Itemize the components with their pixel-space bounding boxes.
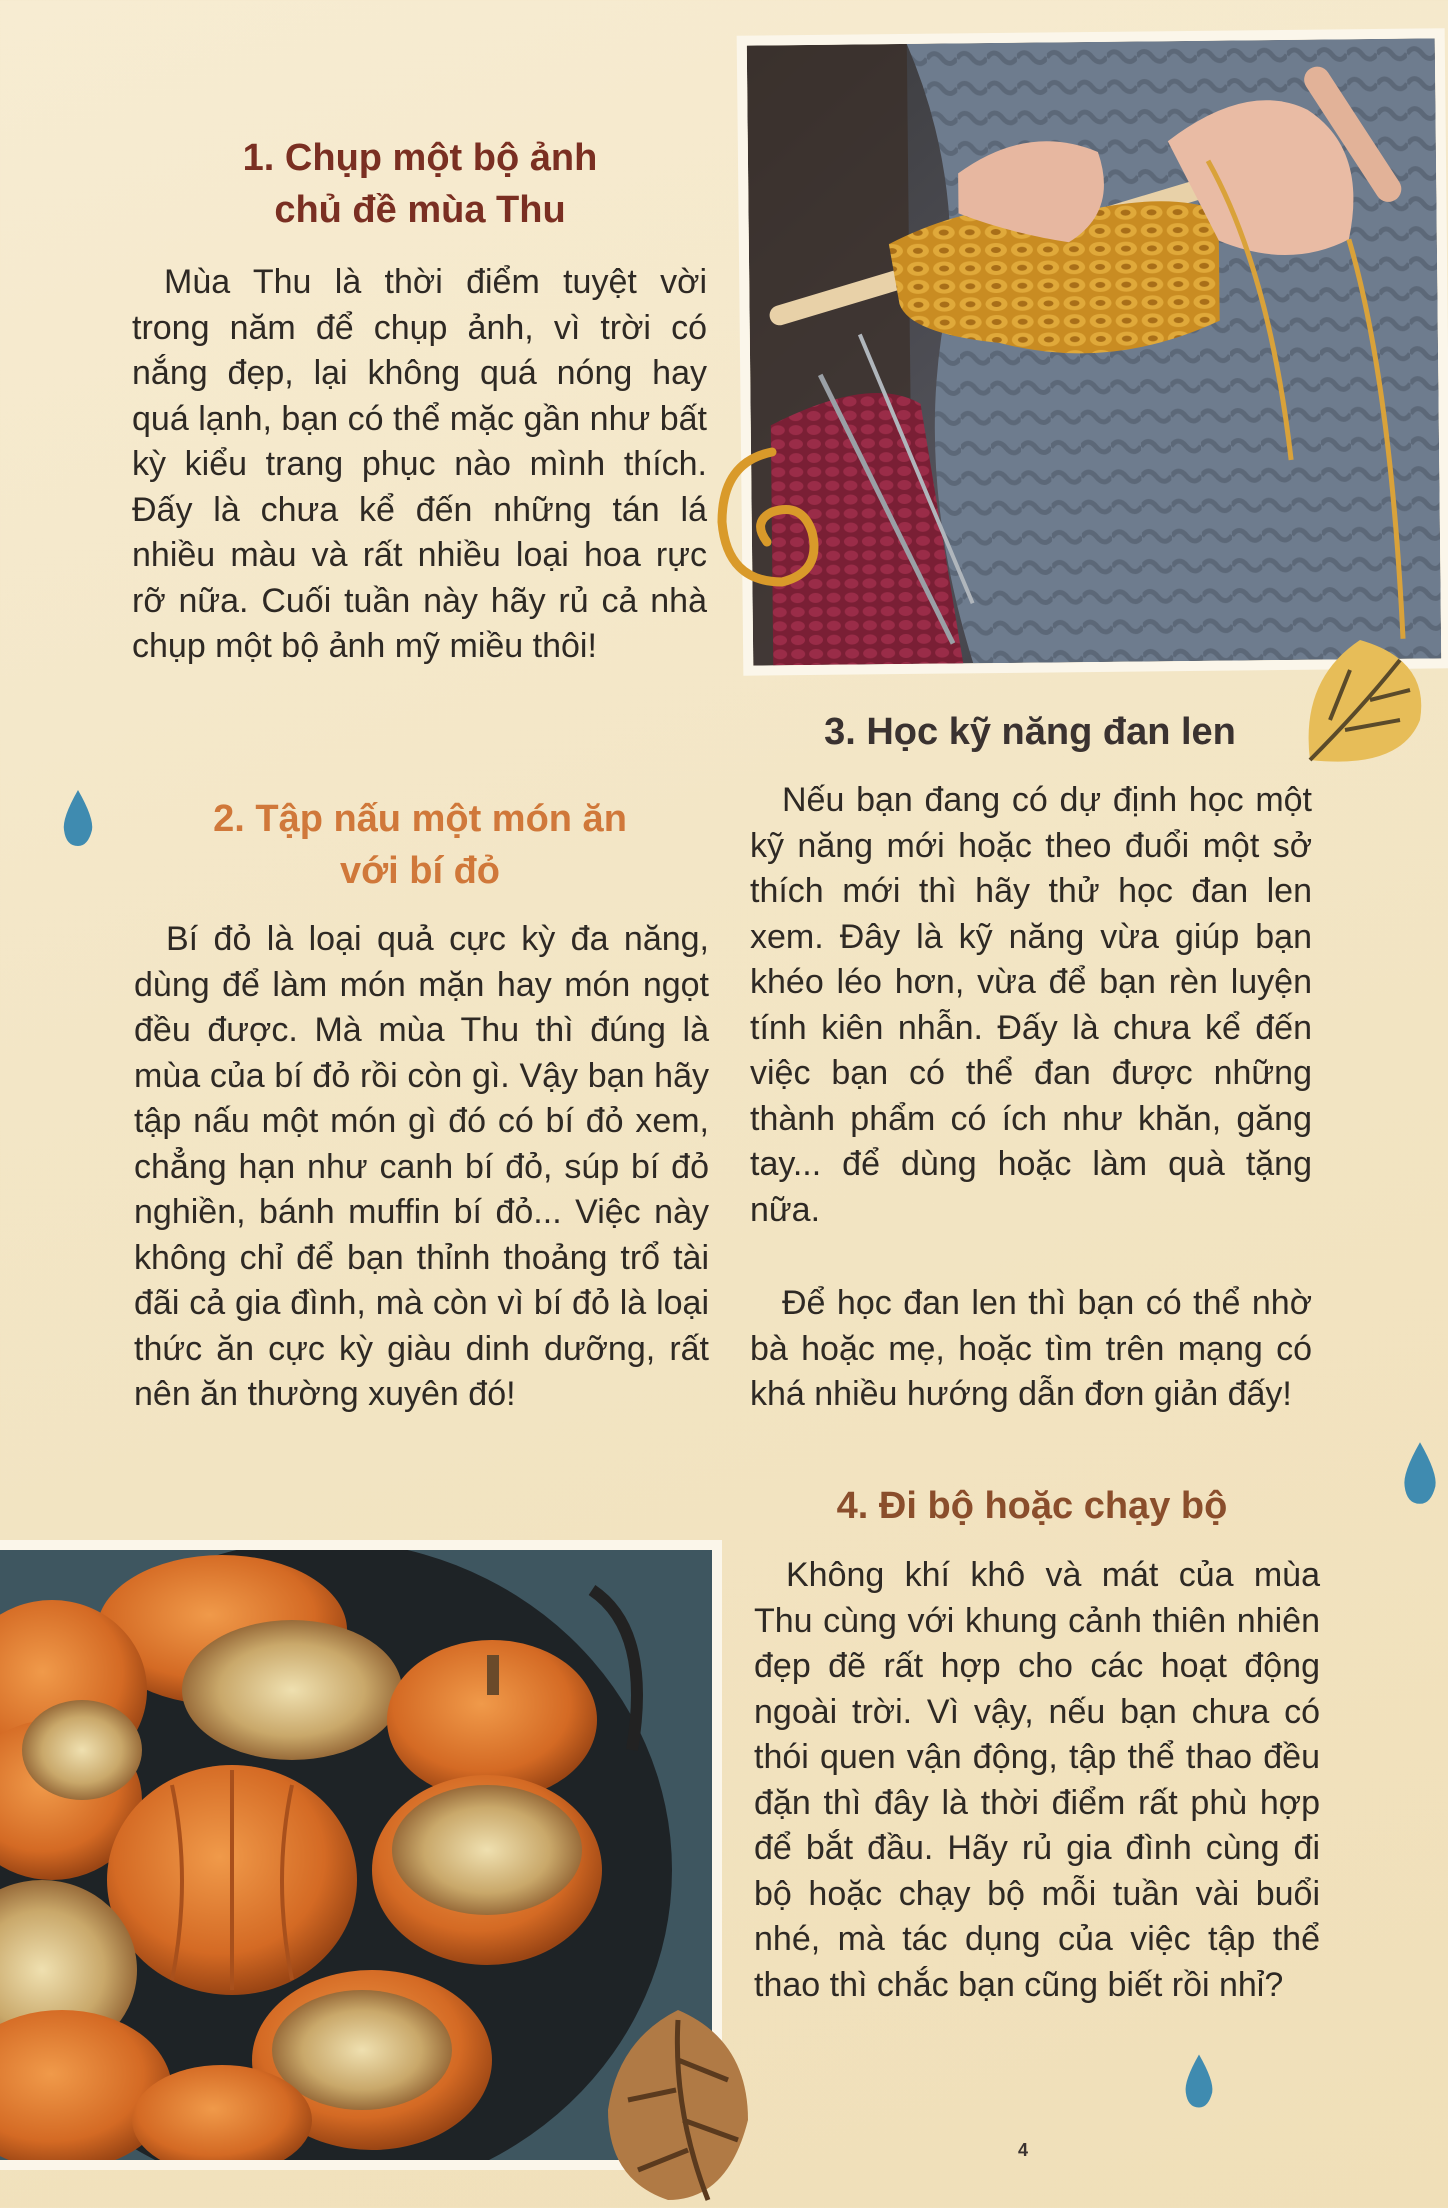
section-1-paragraph: Mùa Thu là thời điểm tuyệt vời trong năm để chụp ảnh, vì trời có nắng đẹp, lại không quá nóng hay quá lạnh, bạn có thể mặc gần như bất kỳ kiểu trang phục nào mình thích. Đấy là chưa kể đến những tán lá nhiều màu và rất nhiều loại hoa rực rỡ nữa. Cuối tuần này hãy rủ cả nhà chụp một bộ ảnh mỹ miều thôi!: [132, 263, 707, 665]
yellow-leaf-icon: [1290, 620, 1440, 780]
knitting-illustration: [747, 38, 1441, 665]
section-2-title: [130, 793, 710, 897]
section-1-title-line1: 1. Chụp một bộ ảnh: [242, 137, 598, 179]
section-4-paragraph: Không khí khô và mát của mùa Thu cùng với khung cảnh thiên nhiên đẹp đẽ rất hợp cho các hoạt động ngoài trời. Vì vậy, nếu bạn chưa có thói quen vận động, tập thể thao đều đặn thì đây là thời điểm rất phù hợp để bắt đầu. Hãy rủ gia đình cùng đi bộ hoặc chạy bộ mỗi tuần vài buổi nhé, mà tác dụng của việc tập thể thao thì chắc bạn cũng biết rồi nhỉ?: [754, 1556, 1320, 2004]
water-drop-icon: [60, 788, 96, 848]
section-2-paragraph: Bí đỏ là loại quả cực kỳ đa năng, dùng để làm món mặn hay món ngọt đều được. Mà mùa Thu thì đúng là mùa của bí đỏ rồi còn gì. Vậy bạn hãy tập nấu một món gì đó có bí đỏ xem, chẳng hạn như canh bí đỏ, súp bí đỏ nghiền, bánh muffin bí đỏ... Việc này không chỉ để bạn thỉnh thoảng trổ tài đãi cả gia đình, mà còn vì bí đỏ là loại thức ăn cực kỳ giàu dinh dưỡng, rất nên ăn thường xuyên đó!: [134, 920, 709, 1413]
section-3-paragraph-2: Để học đan len thì bạn có thể nhờ bà hoặc mẹ, hoặc tìm trên mạng có khá nhiều hướng dẫn đơn giản đấy!: [750, 1284, 1312, 1413]
spiral-deco-icon: [712, 442, 832, 602]
section-1-title-line2: chủ đề mùa Thu: [274, 189, 566, 231]
section-4-title-line1: 4. Đi bộ hoặc chạy bộ: [836, 1485, 1228, 1527]
knitting-photo: [737, 28, 1448, 675]
section-3-title: [750, 706, 1310, 758]
section-1-title: [130, 132, 710, 236]
water-drop-icon: [1400, 1440, 1440, 1506]
section-2-title-line1: 2. Tập nấu một món ăn: [213, 798, 627, 840]
page-number: 4: [1018, 2140, 1029, 2160]
section-4-title: [752, 1480, 1312, 1532]
section-3-title-line1: 3. Học kỹ năng đan len: [824, 711, 1236, 753]
water-drop-icon: [1182, 2052, 1216, 2110]
section-3-paragraph-1: Nếu bạn đang có dự định học một kỹ năng mới hoặc theo đuổi một sở thích mới thì hãy thử học đan len xem. Đây là kỹ năng vừa giúp bạn khéo léo hơn, vừa để bạn rèn luyện tính kiên nhẫn. Đấy là chưa kể đến việc bạn có thể đan được những thành phẩm có ích như khăn, găng tay... để dùng hoặc làm quà tặng nữa.: [750, 781, 1312, 1229]
brown-leaf-icon: [578, 2000, 768, 2208]
section-2-title-line2: với bí đỏ: [339, 850, 500, 892]
